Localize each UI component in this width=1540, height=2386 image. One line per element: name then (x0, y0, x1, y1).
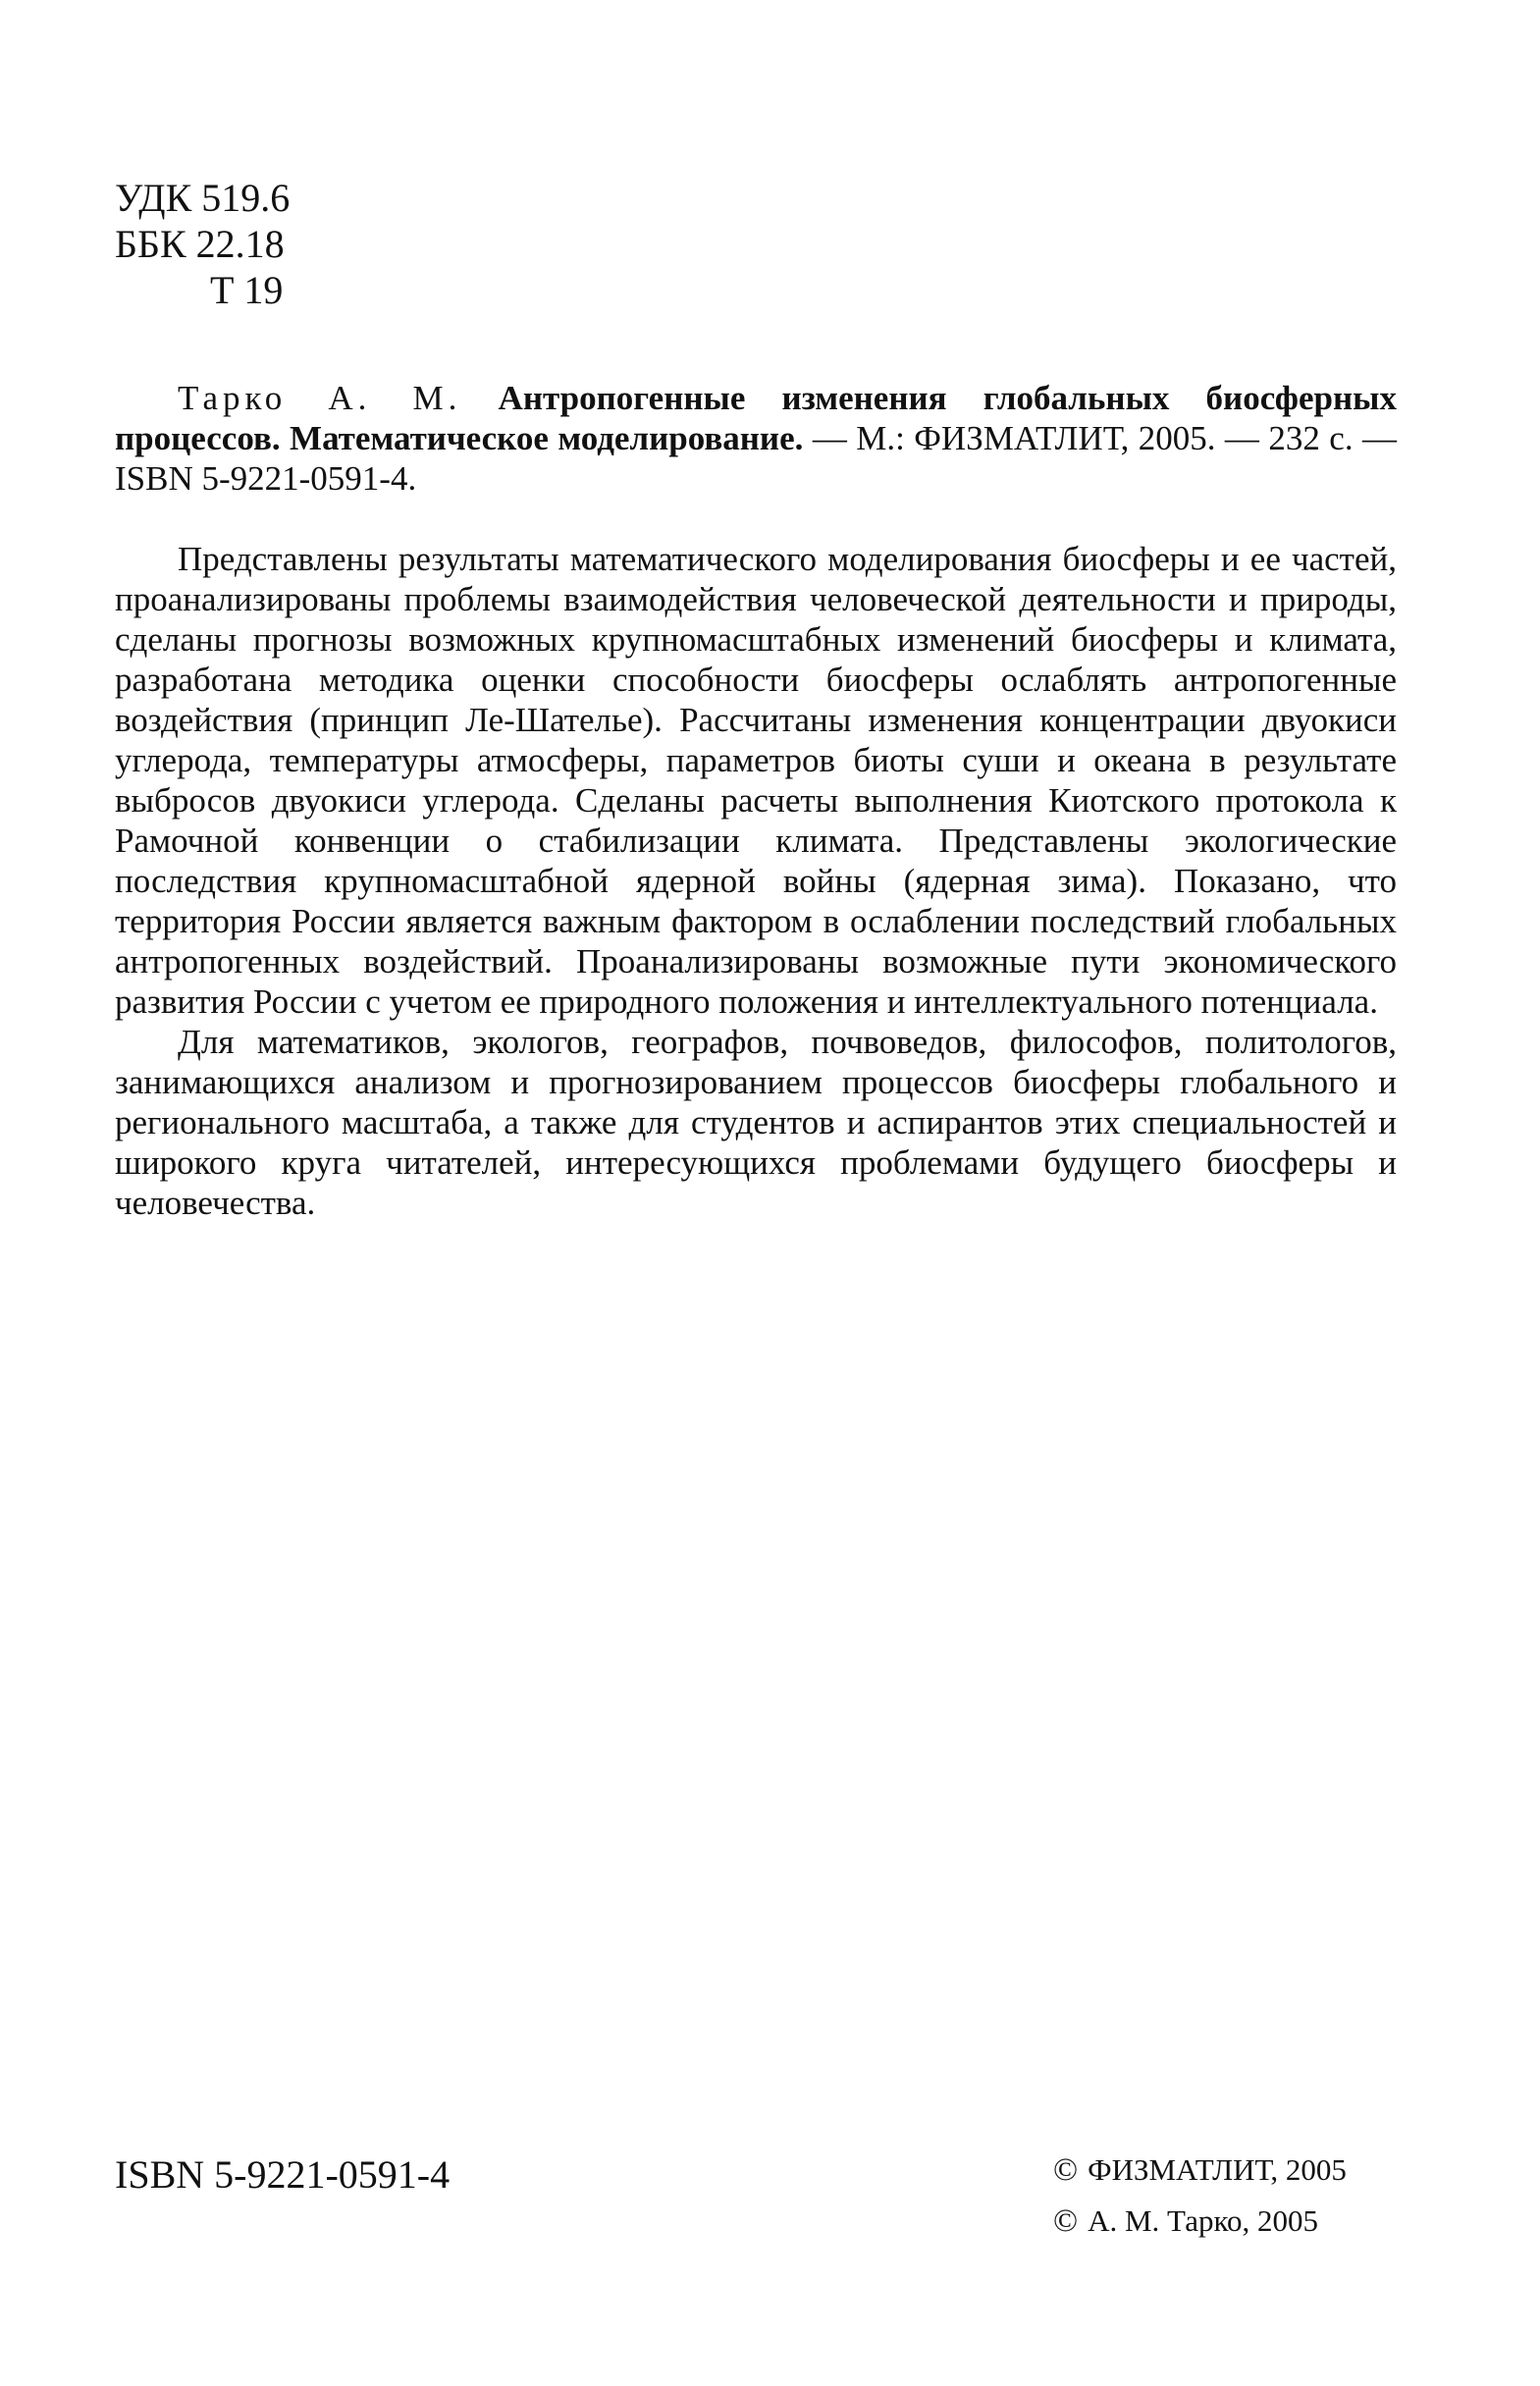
abstract-paragraph: Представлены результаты математического моделирования биосферы и ее частей, проанализированы проблемы взаимодействия человеческой деятельности и природы, сделаны прогнозы возможных крупномасштабных изменений биосферы и климата, разработана методика оценки способности биосферы ослаблять антропогенные воздействия (принцип Ле-Шателье). Рассчитаны изменения концентрации двуокиси углерода, температуры атмосферы, параметров биоты суши и океана в результате выбросов двуокиси углерода. Сделаны расчеты выполнения Киотского протокола к Рамочной конвенции о стабилизации климата. Представлены экологические последствия крупномасштабной ядерной войны (ядерная зима). Показано, что территория России является важным фактором в ослаблении последствий глобальных антропогенных воздействий. Проанализированы возможные пути экономического развития России с учетом ее природного положения и интеллектуального потенциала. (115, 540, 1397, 1021)
copyright-icon: © (1053, 2152, 1079, 2188)
citation-title: Антропогенные изменения глобальных биосферных процессов. Математическое моделирование. (115, 379, 1397, 457)
isbn-footer: ISBN 5-9221-0591-4 (115, 2152, 451, 2197)
copyright-publisher-line (1053, 2145, 1347, 2196)
audience-paragraph: Для математиков, экологов, географов, почвоведов, философов, политологов, занимающихся анализом и прогнозированием процессов биосферы глобального и регионального масштаба, а также для студентов и аспирантов этих специальностей и широкого круга читателей, интересующихся проблемами будущего биосферы и человечества. (115, 1023, 1397, 1222)
copyright-icon: © (1053, 2203, 1079, 2239)
bbk-code: ББК 22.18 (115, 222, 285, 266)
bibliographic-citation (115, 378, 1397, 499)
author-mark: Т 19 (210, 268, 284, 312)
copyright-block (1053, 2145, 1347, 2247)
copyright-author-line (1053, 2196, 1347, 2247)
citation-publication: — М.: ФИЗМАТЛИТ, 2005. — 232 с. — ISBN 5-9221-0591-4. (115, 419, 1397, 498)
citation-author: Тарко А. М. (178, 379, 462, 417)
classification-codes (115, 175, 290, 313)
udk-code: УДК 519.6 (115, 176, 291, 220)
copyright-author: А. М. Тарко, 2005 (1088, 2203, 1318, 2238)
copyright-publisher: ФИЗМАТЛИТ, 2005 (1088, 2152, 1347, 2187)
main-text (115, 378, 1397, 1223)
